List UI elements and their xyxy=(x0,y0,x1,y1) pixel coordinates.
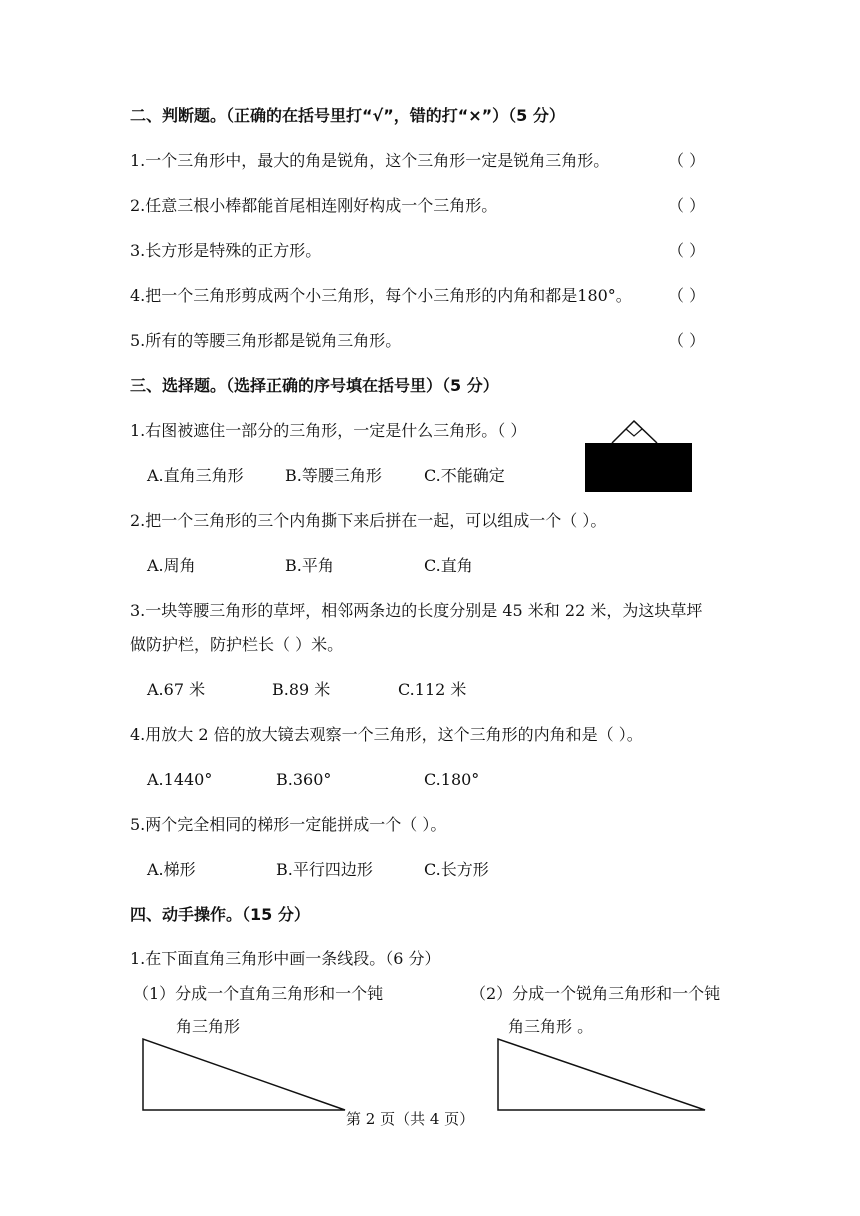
right-triangle-right[interactable] xyxy=(498,1039,705,1110)
choice-q5-option-c[interactable]: C.长方形 xyxy=(424,860,489,879)
choice-q2-option-c[interactable]: C.直角 xyxy=(424,556,473,575)
judge-answer-2[interactable]: （ ） xyxy=(668,196,706,215)
operate-right-line2: 角三角形 。 xyxy=(508,1017,594,1036)
judge-answer-4[interactable]: （ ） xyxy=(668,286,706,305)
page-footer: 第 2 页（共 4 页） xyxy=(346,1110,475,1128)
choice-q3-stem: 3.一块等腰三角形的草坪，相邻两条边的长度分别是 45 米和 22 米，为这块草坪 xyxy=(130,601,703,620)
section2-title: 二、判断题。（正确的在括号里打“√”，错的打“×”）（5 分） xyxy=(130,106,565,125)
choice-q4-option-a[interactable]: A.1440° xyxy=(147,770,213,789)
operate-q1: 1.在下面直角三角形中画一条线段。（6 分） xyxy=(130,949,441,968)
judge-item-5: 5.所有的等腰三角形都是锐角三角形。 xyxy=(130,331,402,350)
judge-answer-1[interactable]: （ ） xyxy=(668,151,706,170)
choice-q1-option-c[interactable]: C.不能确定 xyxy=(424,466,505,485)
choice-q4-stem: 4.用放大 2 倍的放大镜去观察一个三角形，这个三角形的内角和是（ ）。 xyxy=(130,725,643,744)
choice-q3-option-a[interactable]: A.67 米 xyxy=(147,680,206,699)
choice-q5-stem: 5.两个完全相同的梯形一定能拼成一个（ ）。 xyxy=(130,815,447,834)
choice-q2-option-b[interactable]: B.平角 xyxy=(285,556,334,575)
choice-q5-option-a[interactable]: A.梯形 xyxy=(147,860,196,879)
covered-triangle-figure xyxy=(585,421,692,492)
choice-q4-option-b[interactable]: B.360° xyxy=(276,770,332,789)
right-triangle-left[interactable] xyxy=(143,1039,345,1110)
choice-q3-stem-cont: 做防护栏，防护栏长（ ）米。 xyxy=(130,635,344,654)
choice-q2-option-a[interactable]: A.周角 xyxy=(147,556,196,575)
operate-left-line1: （1）分成一个直角三角形和一个钝 xyxy=(133,984,384,1003)
choice-q4-option-c[interactable]: C.180° xyxy=(424,770,480,789)
judge-item-4: 4.把一个三角形剪成两个小三角形，每个小三角形的内角和都是180°。 xyxy=(130,286,632,305)
judge-item-2: 2.任意三根小棒都能首尾相连刚好构成一个三角形。 xyxy=(130,196,498,215)
choice-q3-option-c[interactable]: C.112 米 xyxy=(398,680,467,699)
choice-q1-option-b[interactable]: B.等腰三角形 xyxy=(285,466,382,485)
choice-q5-option-b[interactable]: B.平行四边形 xyxy=(276,860,373,879)
triangle-apex xyxy=(612,421,657,443)
right-angle-mark xyxy=(626,429,642,436)
section3-title: 三、选择题。（选择正确的序号填在括号里）（5 分） xyxy=(130,376,499,395)
judge-answer-5[interactable]: （ ） xyxy=(668,331,706,350)
choice-q3-option-b[interactable]: B.89 米 xyxy=(272,680,331,699)
choice-q1-stem: 1.右图被遮住一部分的三角形，一定是什么三角形。（ ） xyxy=(130,421,527,440)
operate-left-line2: 角三角形 xyxy=(176,1017,241,1036)
operate-right-line1: （2）分成一个锐角三角形和一个钝 xyxy=(470,984,721,1003)
cover-box xyxy=(585,443,692,492)
judge-item-3: 3.长方形是特殊的正方形。 xyxy=(130,241,322,260)
choice-q2-stem: 2.把一个三角形的三个内角撕下来后拼在一起，可以组成一个（ ）。 xyxy=(130,511,607,530)
judge-answer-3[interactable]: （ ） xyxy=(668,241,706,260)
section4-title: 四、动手操作。（15 分） xyxy=(130,905,310,924)
judge-item-1: 1.一个三角形中，最大的角是锐角，这个三角形一定是锐角三角形。 xyxy=(130,151,610,170)
choice-q1-option-a[interactable]: A.直角三角形 xyxy=(147,466,244,485)
